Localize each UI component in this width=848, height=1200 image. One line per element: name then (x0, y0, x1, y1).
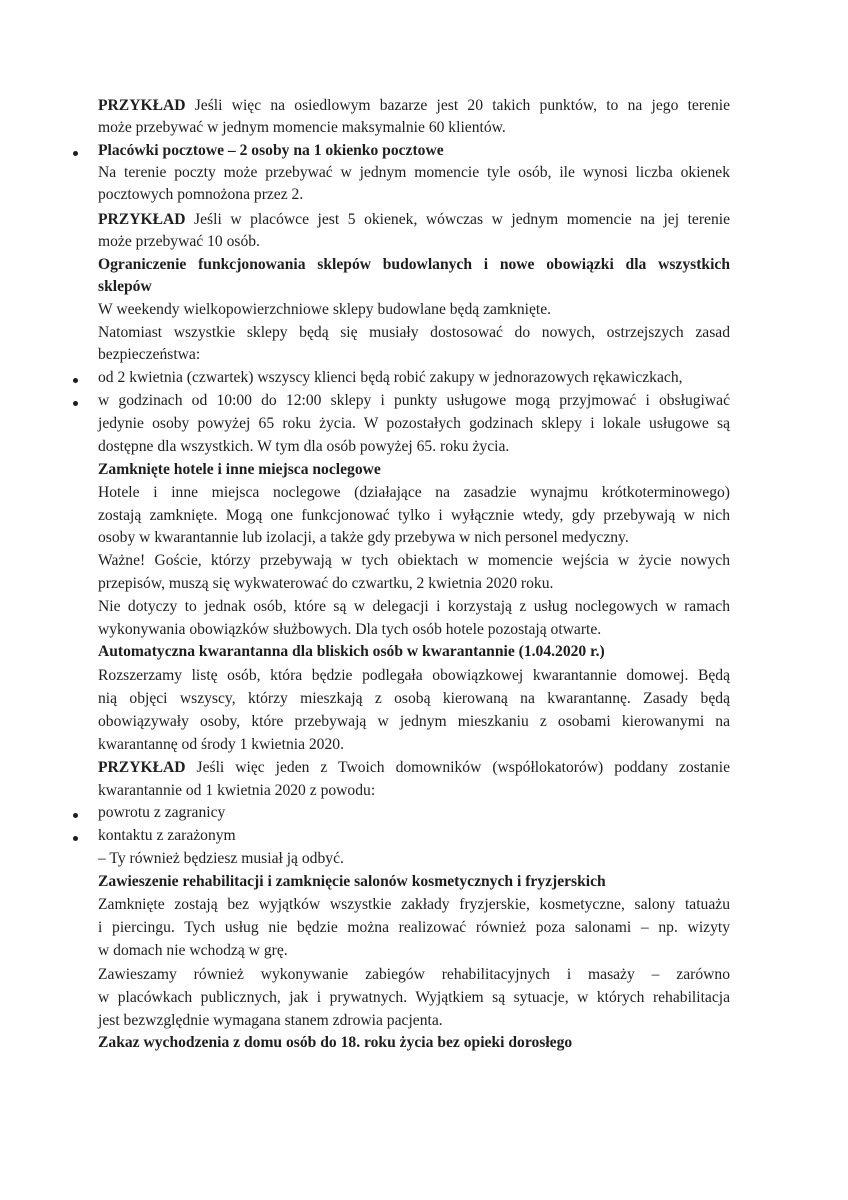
bullet-icon (73, 151, 78, 156)
list-item: w godzinach od 10:00 do 12:00 sklepy i punkty usługowe mogą przyjmować i obsługiwać (98, 392, 730, 409)
section-heading: Zakaz wychodzenia z domu osób do 18. roku życia bez opieki dorosłego (98, 1034, 573, 1051)
text-line: jedynie osoby powyżej 65 roku życia. W pozostałych godzinach sklepy i lokale usługowe są (98, 415, 730, 432)
text-line: kwarantannę od środy 1 kwietnia 2020. (98, 736, 344, 753)
text-line: Ważne! Goście, którzy przebywają w tych obiektach w momencie wejścia w życie nowych (98, 552, 730, 569)
list-item: od 2 kwietnia (czwartek) wszyscy klienci będą robić zakupy w jednorazowych rękawiczkach, (98, 369, 683, 386)
text-line: jest bezwzględnie wymagana stanem zdrowia pacjenta. (98, 1012, 443, 1029)
bullet-icon (73, 813, 78, 818)
text-line: w placówkach publicznych, jak i prywatnych. Wyjątkiem są sytuacje, w których rehabilitacja (98, 989, 730, 1006)
text-line: Na terenie poczty może przebywać w jednym momencie tyle osób, ile wynosi liczba okienek (98, 164, 730, 181)
text-line: Hotele i inne miejsca noclegowe (działające na zasadzie wynajmu krótkoterminowego) (98, 484, 730, 501)
text-line: może przebywać 10 osób. (98, 233, 260, 250)
text-line: PRZYKŁAD Jeśli więc na osiedlowym bazarze jest 20 takich punktów, to na jego terenie (98, 97, 730, 114)
section-heading: Zamknięte hotele i inne miejsca noclegowe (98, 461, 381, 478)
text-line: bezpieczeństwa: (98, 346, 201, 363)
text-line: Zawieszamy również wykonywanie zabiegów rehabilitacyjnych i masaży – zarówno (98, 966, 730, 983)
section-heading: sklepów (98, 278, 152, 295)
list-item: powrotu z zagranicy (98, 804, 226, 821)
text-line: zostają zamknięte. Mogą one funkcjonować tylko i wyłącznie wtedy, gdy przebywają w nich (98, 507, 730, 524)
example-label: PRZYKŁAD (98, 97, 186, 114)
text-line: może przebywać w jednym momencie maksymalnie 60 klientów. (98, 119, 506, 136)
text-line: pocztowych pomnożona przez 2. (98, 186, 304, 203)
bullet-icon (73, 378, 78, 383)
text-line: kwarantannie od 1 kwietnia 2020 z powodu: (98, 782, 376, 799)
text-line: Natomiast wszystkie sklepy będą się musiały dostosować do nowych, ostrzejszych zasad (98, 324, 730, 341)
text-line: nią objęci wszyscy, którzy mieszkają z osobą kierowaną na kwarantannę. Zasady będą (98, 690, 730, 707)
section-heading: Automatyczna kwarantanna dla bliskich osób w kwarantannie (1.04.2020 r.) (98, 643, 605, 660)
text-line: dostępne dla wszystkich. W tym dla osób powyżej 65. roku życia. (98, 438, 510, 455)
text-line: w domach nie wchodzą w grę. (98, 942, 288, 959)
section-heading: Placówki pocztowe – 2 osoby na 1 okienko pocztowe (98, 142, 444, 159)
bullet-icon (73, 401, 78, 406)
text-line: osoby w kwarantannie lub izolacji, a także gdy przebywa w nich personel medyczny. (98, 529, 629, 546)
text-line: i piercingu. Tych usług nie będzie można realizować również poza salonami – np. wizyty (98, 919, 730, 936)
text-line: PRZYKŁAD Jeśli w placówce jest 5 okienek, wówczas w jednym momencie na jej terenie (98, 211, 730, 228)
text-line: PRZYKŁAD Jeśli więc jeden z Twoich domowników (współlokatorów) poddany zostanie (98, 759, 730, 776)
example-label: PRZYKŁAD (98, 759, 186, 776)
bullet-icon (73, 836, 78, 841)
text-line: przepisów, muszą się wykwaterować do czwartku, 2 kwietnia 2020 roku. (98, 575, 554, 592)
text-line: obowiązywały osoby, które przebywają w jednym mieszkaniu z osobami kierowanymi na (98, 713, 730, 730)
text-line: Rozszerzamy listę osób, która będzie podlegała obowiązkowej kwarantannie domowej. Będą (98, 667, 730, 684)
section-heading: Zawieszenie rehabilitacji i zamknięcie salonów kosmetycznych i fryzjerskich (98, 873, 606, 890)
text-line: W weekendy wielkopowierzchniowe sklepy budowlane będą zamknięte. (98, 301, 552, 318)
list-item: kontaktu z zarażonym (98, 827, 236, 844)
section-heading: Ograniczenie funkcjonowania sklepów budowlanych i nowe obowiązki dla wszystkich (98, 256, 730, 273)
example-label: PRZYKŁAD (98, 211, 186, 228)
text-line: wykonywania obowiązków służbowych. Dla tych osób hotele pozostają otwarte. (98, 621, 602, 638)
text-line: Nie dotyczy to jednak osób, które są w delegacji i korzystają z usług noclegowych w ramach (98, 598, 730, 615)
text-line: – Ty również będziesz musiał ją odbyć. (98, 850, 344, 867)
text-line: Zamknięte zostają bez wyjątków wszystkie zakłady fryzjerskie, kosmetyczne, salony tatuażu (98, 896, 730, 913)
